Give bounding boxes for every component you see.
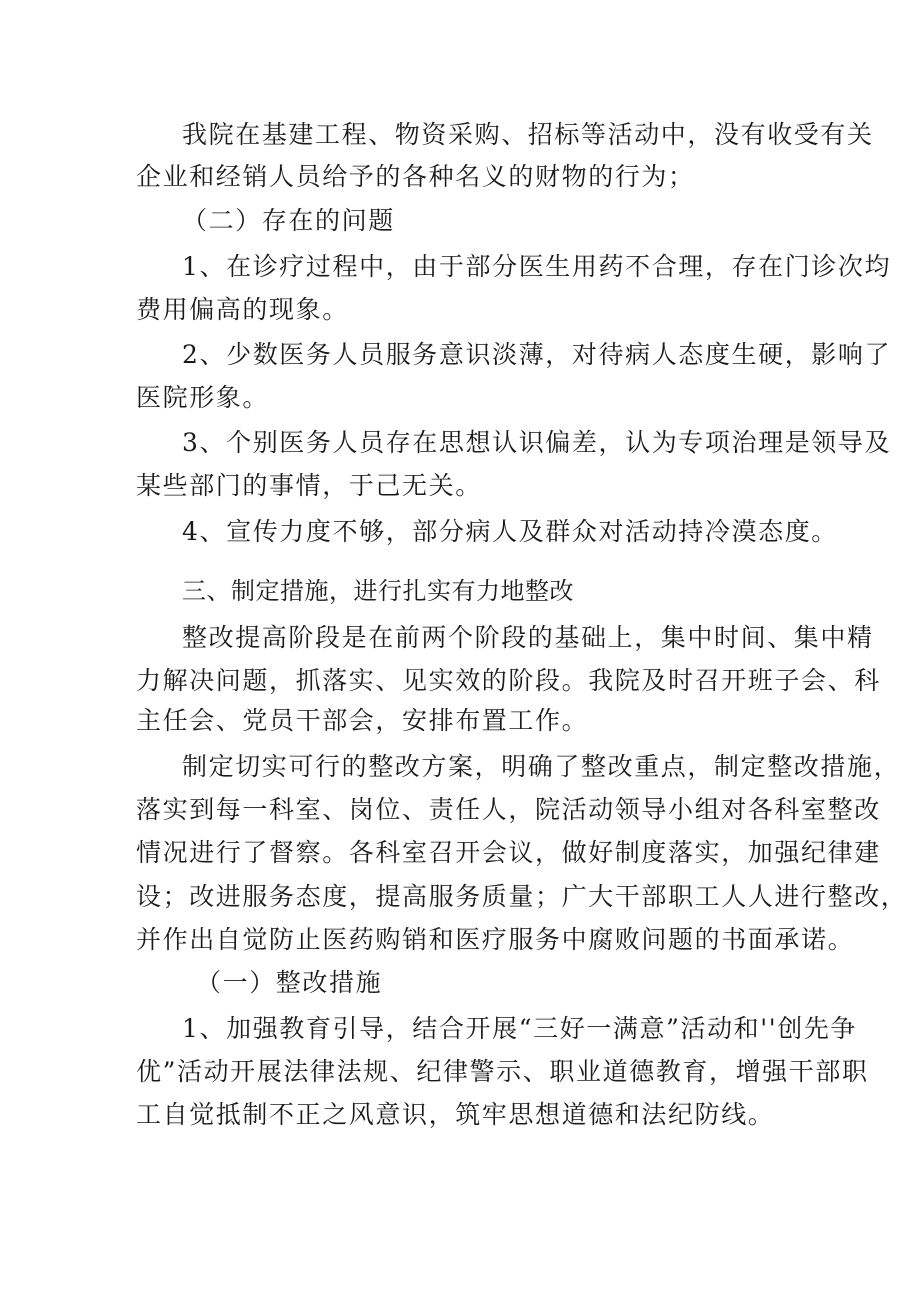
paragraph-line: 我院在基建工程、物资采购、招标等活动中，没有收受有关 xyxy=(182,120,874,149)
paragraph-line: 1、在诊疗过程中，由于部分医生用药不合理，存在门诊次均 xyxy=(182,252,892,281)
paragraph-line: 1、加强教育引导，结合开展“三好一满意”活动和''创先争 xyxy=(182,1014,858,1043)
paragraph-line: 3、个别医务人员存在思想认识偏差，认为专项治理是领导及 xyxy=(182,428,892,457)
paragraph-line: 情况进行了督察。各科室召开会议，做好制度落实，加强纪律建 xyxy=(136,838,881,867)
paragraph-line: 优”活动开展法律法规、纪律警示、职业道德教育，增强干部职 xyxy=(136,1057,869,1086)
section-heading: 三、制定措施，进行扎实有力地整改 xyxy=(182,577,574,605)
paragraph-line: 制定切实可行的整改方案，明确了整改重点，制定整改措施， xyxy=(182,752,901,781)
paragraph-line: 并作出自觉防止医药购销和医疗服务中腐败问题的书面承诺。 xyxy=(136,925,855,954)
paragraph-line: 2、少数医务人员服务意识淡薄，对待病人态度生硬，影响了 xyxy=(182,340,892,369)
paragraph-line: 力解决问题，抓落实、见实效的阶段。我院及时召开班子会、科 xyxy=(136,666,881,695)
paragraph-line: 设；改进服务态度，提高服务质量；广大干部职工人人进行整改， xyxy=(136,882,908,911)
section-subheading: （一）整改措施 xyxy=(196,968,383,997)
paragraph-line: 医院形象。 xyxy=(136,383,270,412)
paragraph-line: 工自觉抵制不正之风意识，筑牢思想道德和法纪防线。 xyxy=(136,1100,775,1129)
paragraph-line: 主任会、党员干部会，安排布置工作。 xyxy=(136,706,589,735)
section-subheading: （二）存在的问题 xyxy=(182,206,395,235)
paragraph-line: 4、宣传力度不够，部分病人及群众对活动持冷漠态度。 xyxy=(182,517,838,546)
paragraph-line: 整改提高阶段是在前两个阶段的基础上，集中时间、集中精 xyxy=(182,623,874,652)
paragraph-line: 某些部门的事情，于己无关。 xyxy=(136,471,482,500)
paragraph-line: 费用偏高的现象。 xyxy=(136,295,349,324)
paragraph-line: 企业和经销人员给予的各种名义的财物的行为； xyxy=(136,162,695,191)
paragraph-line: 落实到每一科室、岗位、责任人，院活动领导小组对各科室整改 xyxy=(136,795,881,824)
